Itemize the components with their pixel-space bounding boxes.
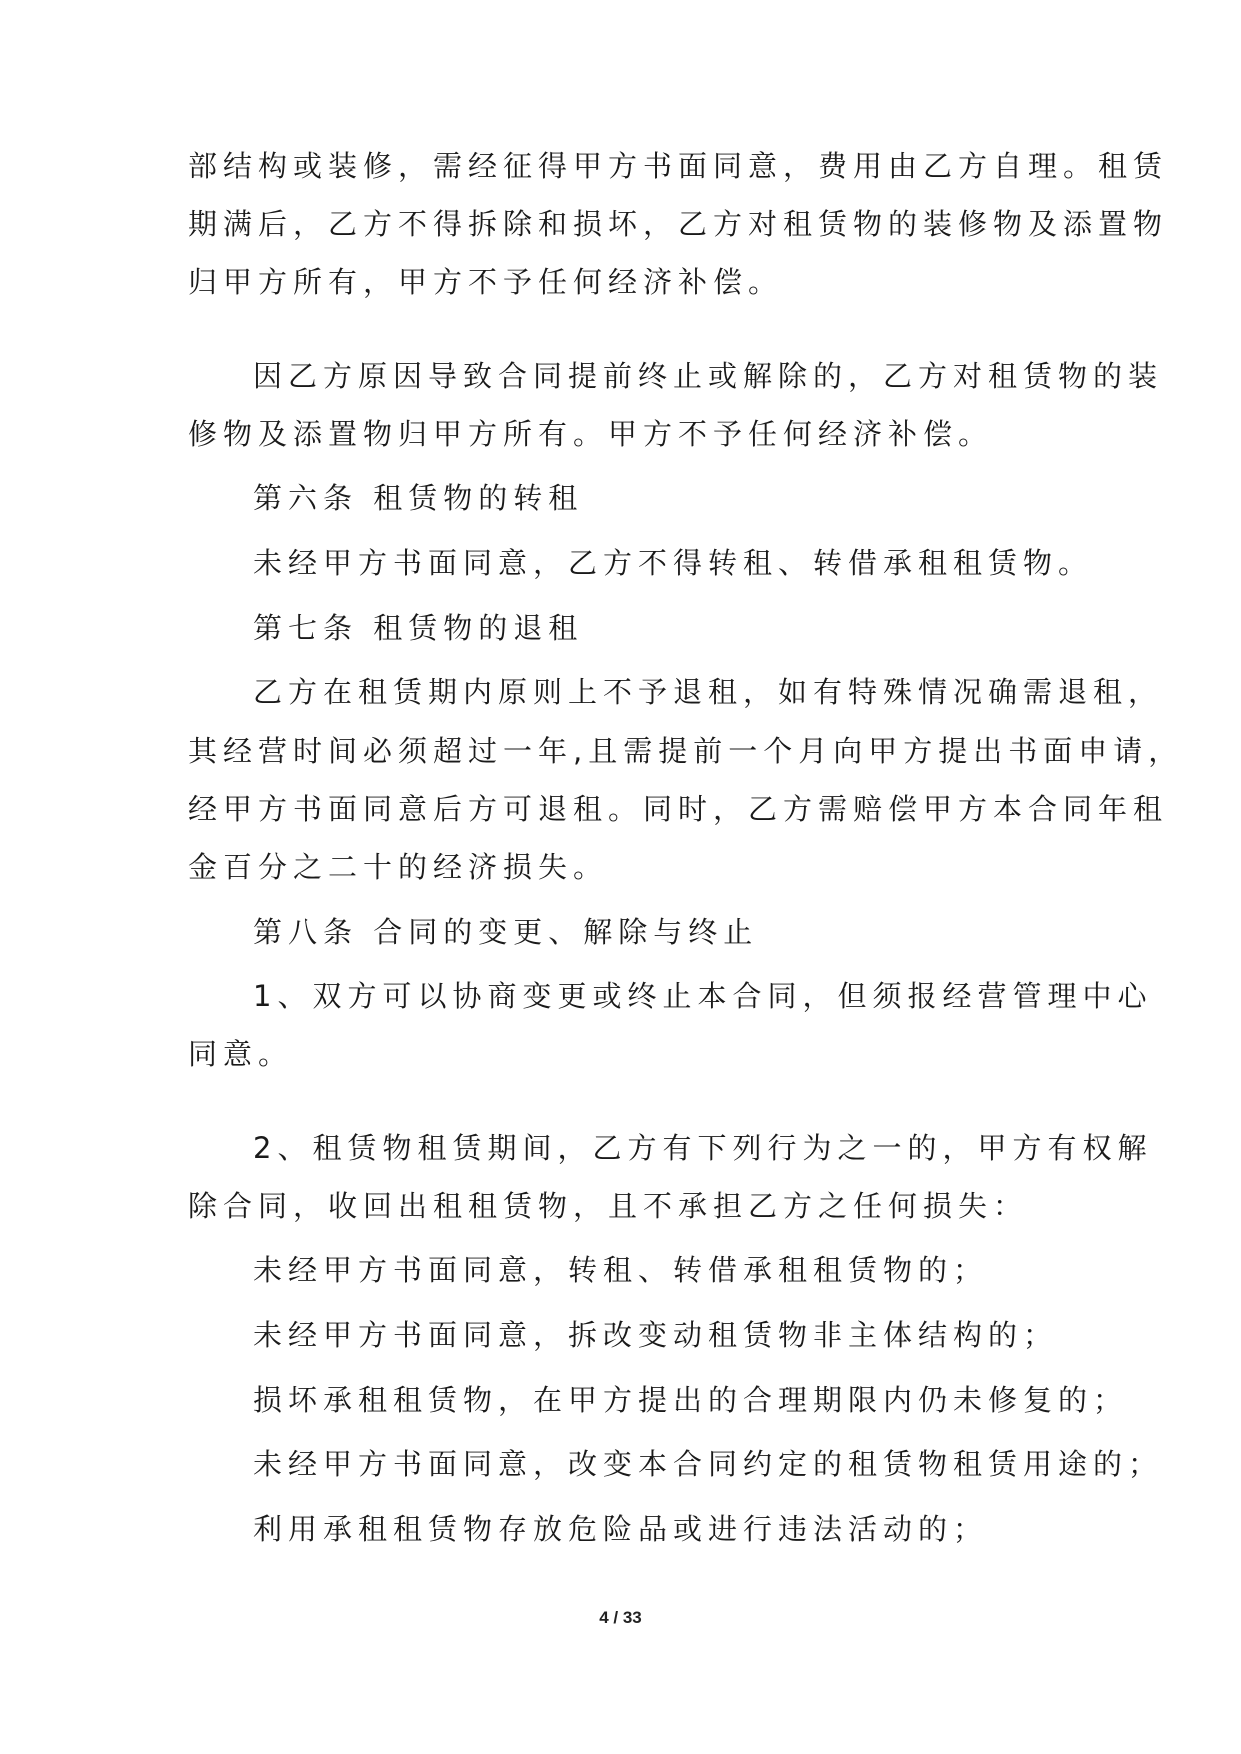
- section-heading: 第七条 租赁物的退租: [253, 611, 584, 645]
- section-heading: 第六条 租赁物的转租: [253, 481, 584, 515]
- list-item: 未经甲方书面同意，改变本合同约定的租赁物租赁用途的；: [253, 1447, 1164, 1481]
- text-line: 未经甲方书面同意，乙方不得转租、转借承租租赁物。: [253, 546, 1094, 580]
- list-item: 未经甲方书面同意，拆改变动租赁物非主体结构的；: [253, 1318, 1059, 1352]
- text-line: 1、双方可以协商变更或终止本合同，但须报经营管理中心: [253, 979, 1153, 1013]
- text-line: 因乙方原因导致合同提前终止或解除的，乙方对租赁物的装: [253, 359, 1164, 393]
- text-line: 除合同，收回出租租赁物，且不承担乙方之任何损失：: [188, 1189, 1029, 1223]
- list-item: 损坏承租租赁物，在甲方提出的合理期限内仍未修复的；: [253, 1383, 1129, 1417]
- list-item: 未经甲方书面同意，转租、转借承租租赁物的；: [253, 1253, 989, 1287]
- text-line: 同意。: [188, 1037, 294, 1071]
- list-item: 利用承租租赁物存放危险品或进行违法活动的；: [253, 1512, 989, 1546]
- text-line: 经甲方书面同意后方可退租。同时，乙方需赔偿甲方本合同年租: [188, 792, 1169, 826]
- text-line: 修物及添置物归甲方所有。甲方不予任何经济补偿。: [188, 417, 994, 451]
- text-line: 金百分之二十的经济损失。: [188, 850, 609, 884]
- section-heading: 第八条 合同的变更、解除与终止: [253, 915, 759, 949]
- text-line: 部结构或装修，需经征得甲方书面同意，费用由乙方自理。租赁: [188, 149, 1169, 183]
- text-line: 归甲方所有，甲方不予任何经济补偿。: [188, 265, 784, 299]
- page-number: 4 / 33: [599, 1608, 642, 1627]
- text-line: 其经营时间必须超过一年,且需提前一个月向甲方提出书面申请，: [188, 734, 1184, 768]
- text-line: 2、租赁物租赁期间，乙方有下列行为之一的，甲方有权解: [253, 1131, 1153, 1165]
- text-line: 期满后，乙方不得拆除和损坏，乙方对租赁物的装修物及添置物: [188, 207, 1169, 241]
- text-line: 乙方在租赁期内原则上不予退租，如有特殊情况确需退租，: [253, 675, 1164, 709]
